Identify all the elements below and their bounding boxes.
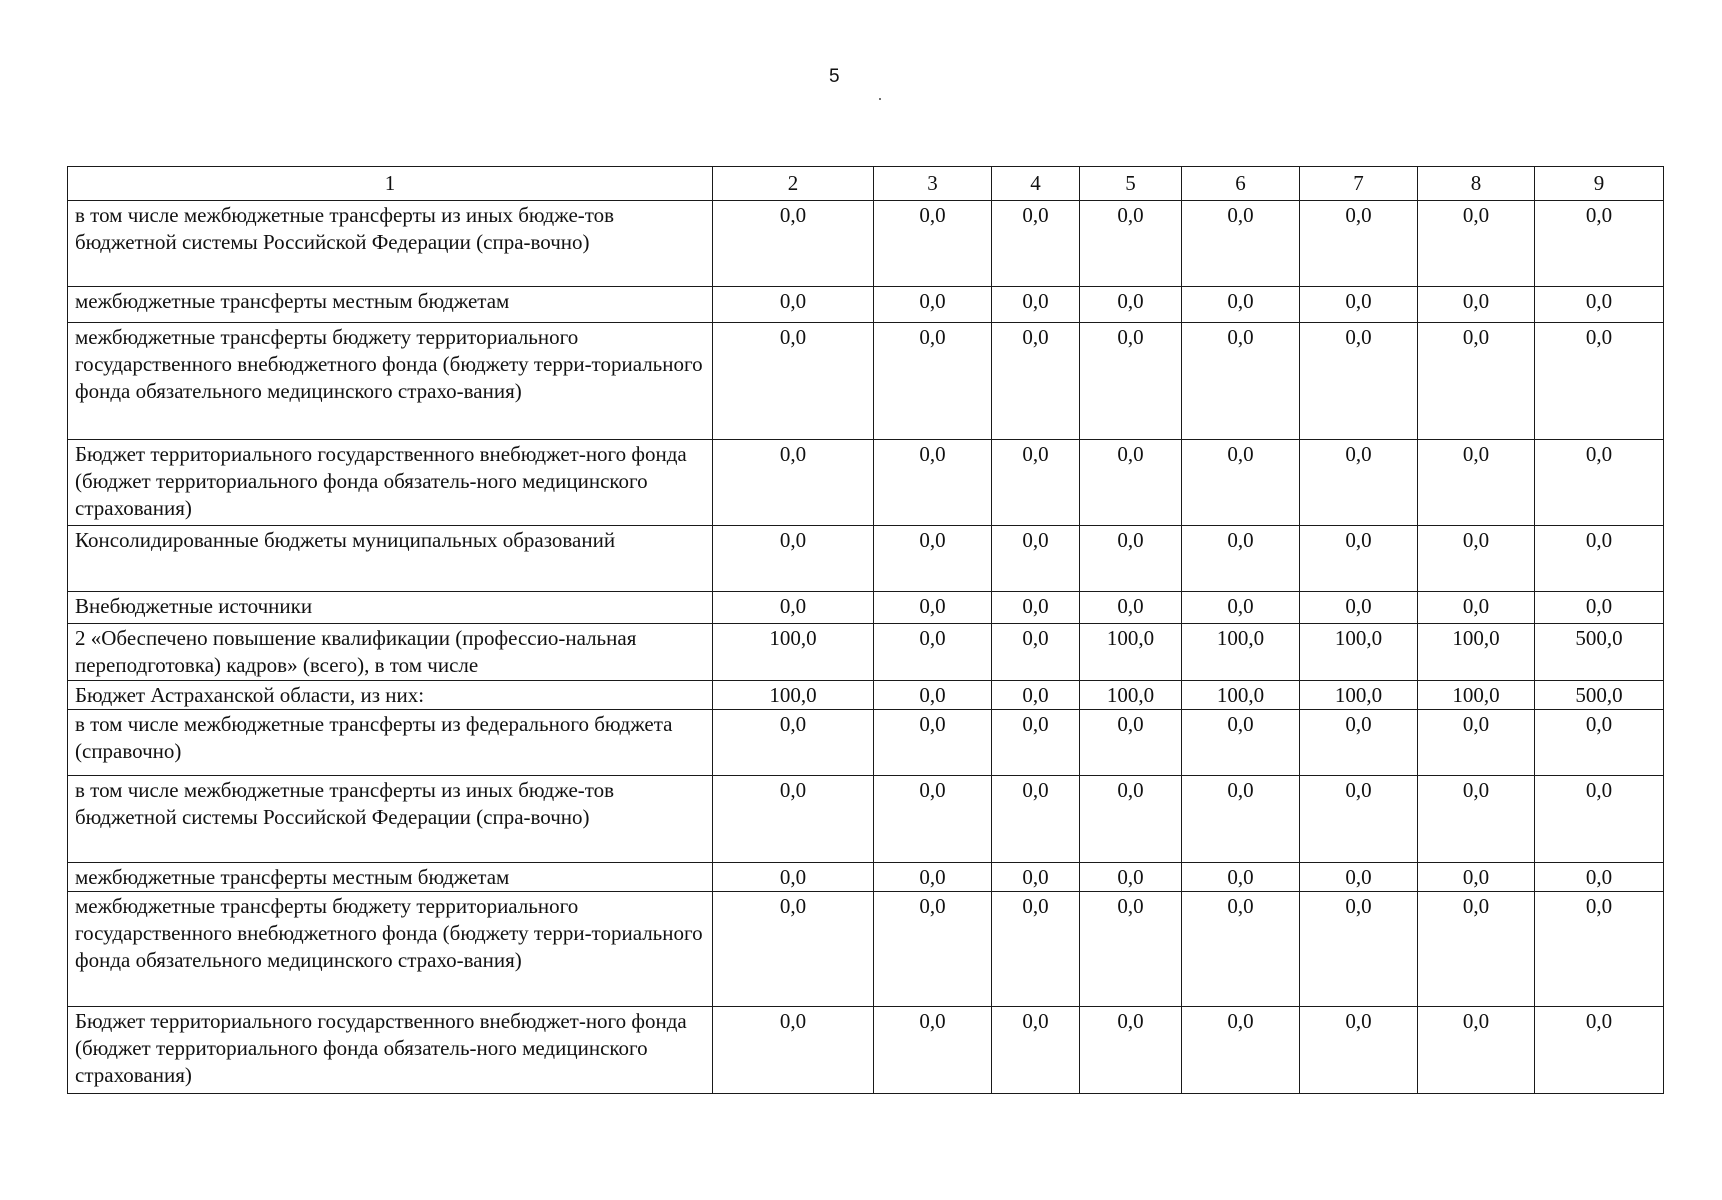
value-cell: 0,0	[1080, 592, 1182, 624]
value-cell: 0,0	[874, 287, 992, 323]
table-row	[68, 440, 1664, 526]
value-cell: 0,0	[1418, 710, 1535, 776]
value-cell: 0,0	[1080, 710, 1182, 776]
value-cell: 0,0	[874, 440, 992, 526]
row-label: в том числе межбюджетные трансферты из иных бюдже-тов бюджетной системы Российской Федерации (спра-вочно)	[68, 776, 713, 863]
value-cell: 0,0	[713, 863, 874, 892]
value-cell: 0,0	[1300, 592, 1418, 624]
value-cell: 0,0	[1300, 892, 1418, 1007]
value-cell: 0,0	[1182, 201, 1300, 287]
value-cell: 0,0	[1535, 201, 1664, 287]
value-cell: 0,0	[874, 892, 992, 1007]
value-cell: 0,0	[1182, 592, 1300, 624]
value-cell: 0,0	[1535, 526, 1664, 592]
header-cell: 8	[1418, 167, 1535, 201]
header-cell: 2	[713, 167, 874, 201]
value-cell: 0,0	[1535, 776, 1664, 863]
value-cell: 0,0	[1080, 863, 1182, 892]
value-cell: 0,0	[1300, 526, 1418, 592]
row-label: Бюджет Астраханской области, из них:	[68, 681, 713, 710]
header-cell: 4	[992, 167, 1080, 201]
row-label: Внебюджетные источники	[68, 592, 713, 624]
value-cell: 100,0	[713, 681, 874, 710]
value-cell: 0,0	[713, 776, 874, 863]
value-cell: 0,0	[874, 201, 992, 287]
table-row	[68, 592, 1664, 624]
value-cell: 0,0	[713, 440, 874, 526]
value-cell: 0,0	[713, 1007, 874, 1094]
value-cell: 0,0	[1300, 440, 1418, 526]
value-cell: 0,0	[992, 710, 1080, 776]
budget-table	[67, 166, 1664, 1094]
table-row	[68, 201, 1664, 287]
value-cell: 0,0	[1418, 201, 1535, 287]
header-cell: 3	[874, 167, 992, 201]
value-cell: 0,0	[874, 776, 992, 863]
row-label: Бюджет территориального государственного внебюджет-ного фонда (бюджет территориального фонда обязатель-ного медицинского страхования)	[68, 440, 713, 526]
value-cell: 0,0	[992, 681, 1080, 710]
table-row	[68, 863, 1664, 892]
value-cell: 0,0	[1300, 287, 1418, 323]
value-cell: 0,0	[1418, 863, 1535, 892]
value-cell: 0,0	[1182, 323, 1300, 440]
value-cell: 0,0	[1300, 863, 1418, 892]
value-cell: 0,0	[713, 526, 874, 592]
value-cell: 500,0	[1535, 681, 1664, 710]
value-cell: 0,0	[1080, 526, 1182, 592]
value-cell: 0,0	[1535, 323, 1664, 440]
value-cell: 0,0	[1535, 892, 1664, 1007]
value-cell: 0,0	[874, 624, 992, 681]
value-cell: 0,0	[992, 526, 1080, 592]
value-cell: 0,0	[1080, 1007, 1182, 1094]
value-cell: 0,0	[1080, 892, 1182, 1007]
value-cell: 0,0	[1182, 287, 1300, 323]
value-cell: 0,0	[992, 287, 1080, 323]
row-label: межбюджетные трансферты местным бюджетам	[68, 287, 713, 323]
table-row	[68, 776, 1664, 863]
value-cell: 0,0	[713, 323, 874, 440]
value-cell: 0,0	[992, 440, 1080, 526]
value-cell: 0,0	[1300, 1007, 1418, 1094]
table-row	[68, 681, 1664, 710]
value-cell: 0,0	[1300, 776, 1418, 863]
value-cell: 0,0	[992, 323, 1080, 440]
scan-speck	[879, 98, 881, 100]
value-cell: 0,0	[992, 1007, 1080, 1094]
value-cell: 100,0	[1080, 624, 1182, 681]
row-label: межбюджетные трансферты местным бюджетам	[68, 863, 713, 892]
value-cell: 0,0	[713, 892, 874, 1007]
row-label: Бюджет территориального государственного внебюджет-ного фонда (бюджет территориального фонда обязатель-ного медицинского страхования)	[68, 1007, 713, 1094]
table-row	[68, 526, 1664, 592]
value-cell: 100,0	[1080, 681, 1182, 710]
value-cell: 0,0	[1182, 776, 1300, 863]
row-label: Консолидированные бюджеты муниципальных образований	[68, 526, 713, 592]
value-cell: 0,0	[1182, 892, 1300, 1007]
value-cell: 0,0	[1535, 710, 1664, 776]
table-row	[68, 1007, 1664, 1094]
header-cell: 7	[1300, 167, 1418, 201]
value-cell: 0,0	[992, 776, 1080, 863]
value-cell: 0,0	[713, 201, 874, 287]
value-cell: 0,0	[1080, 201, 1182, 287]
value-cell: 0,0	[713, 710, 874, 776]
value-cell: 0,0	[1300, 323, 1418, 440]
value-cell: 100,0	[1300, 624, 1418, 681]
page-number: 5	[829, 66, 840, 87]
value-cell: 0,0	[1182, 526, 1300, 592]
value-cell: 0,0	[874, 592, 992, 624]
value-cell: 100,0	[713, 624, 874, 681]
table-row	[68, 892, 1664, 1007]
value-cell: 0,0	[1535, 287, 1664, 323]
value-cell: 0,0	[992, 624, 1080, 681]
value-cell: 0,0	[1080, 776, 1182, 863]
value-cell: 100,0	[1300, 681, 1418, 710]
value-cell: 0,0	[874, 323, 992, 440]
value-cell: 100,0	[1418, 681, 1535, 710]
table-row	[68, 323, 1664, 440]
row-label: межбюджетные трансферты бюджету территориального государственного внебюджетного фонда (бюджету терри-ториального фонда обязательного медицинского страхо-вания)	[68, 323, 713, 440]
value-cell: 0,0	[1182, 1007, 1300, 1094]
row-label: в том числе межбюджетные трансферты из иных бюдже-тов бюджетной системы Российской Федерации (спра-вочно)	[68, 201, 713, 287]
value-cell: 0,0	[1418, 323, 1535, 440]
budget-table-body	[68, 167, 1664, 1094]
value-cell: 0,0	[992, 892, 1080, 1007]
row-label: межбюджетные трансферты бюджету территориального государственного внебюджетного фонда (бюджету терри-ториального фонда обязательного медицинского страхо-вания)	[68, 892, 713, 1007]
header-cell: 6	[1182, 167, 1300, 201]
value-cell: 0,0	[874, 526, 992, 592]
value-cell: 0,0	[1418, 526, 1535, 592]
value-cell: 0,0	[1535, 440, 1664, 526]
value-cell: 0,0	[1080, 440, 1182, 526]
value-cell: 0,0	[1080, 287, 1182, 323]
value-cell: 0,0	[1182, 710, 1300, 776]
value-cell: 0,0	[713, 287, 874, 323]
value-cell: 0,0	[1418, 287, 1535, 323]
value-cell: 0,0	[1535, 863, 1664, 892]
value-cell: 0,0	[1418, 1007, 1535, 1094]
value-cell: 0,0	[874, 681, 992, 710]
header-cell: 1	[68, 167, 713, 201]
header-cell: 5	[1080, 167, 1182, 201]
value-cell: 0,0	[992, 592, 1080, 624]
table-row	[68, 287, 1664, 323]
value-cell: 0,0	[874, 710, 992, 776]
value-cell: 0,0	[1535, 592, 1664, 624]
value-cell: 0,0	[1418, 892, 1535, 1007]
row-label: 2 «Обеспечено повышение квалификации (профессио-нальная переподготовка) кадров» (всего), в том числе	[68, 624, 713, 681]
value-cell: 0,0	[1535, 1007, 1664, 1094]
value-cell: 100,0	[1182, 624, 1300, 681]
value-cell: 0,0	[1418, 776, 1535, 863]
value-cell: 0,0	[874, 863, 992, 892]
value-cell: 0,0	[1182, 440, 1300, 526]
value-cell: 0,0	[1300, 201, 1418, 287]
value-cell: 100,0	[1182, 681, 1300, 710]
value-cell: 0,0	[992, 201, 1080, 287]
header-cell: 9	[1535, 167, 1664, 201]
value-cell: 0,0	[1182, 863, 1300, 892]
row-label: в том числе межбюджетные трансферты из федерального бюджета (справочно)	[68, 710, 713, 776]
table-header-row	[68, 167, 1664, 201]
value-cell: 0,0	[1418, 592, 1535, 624]
value-cell: 0,0	[1418, 440, 1535, 526]
table-row	[68, 710, 1664, 776]
table-row	[68, 624, 1664, 681]
value-cell: 0,0	[992, 863, 1080, 892]
value-cell: 100,0	[1418, 624, 1535, 681]
value-cell: 0,0	[713, 592, 874, 624]
value-cell: 500,0	[1535, 624, 1664, 681]
value-cell: 0,0	[1080, 323, 1182, 440]
value-cell: 0,0	[874, 1007, 992, 1094]
value-cell: 0,0	[1300, 710, 1418, 776]
